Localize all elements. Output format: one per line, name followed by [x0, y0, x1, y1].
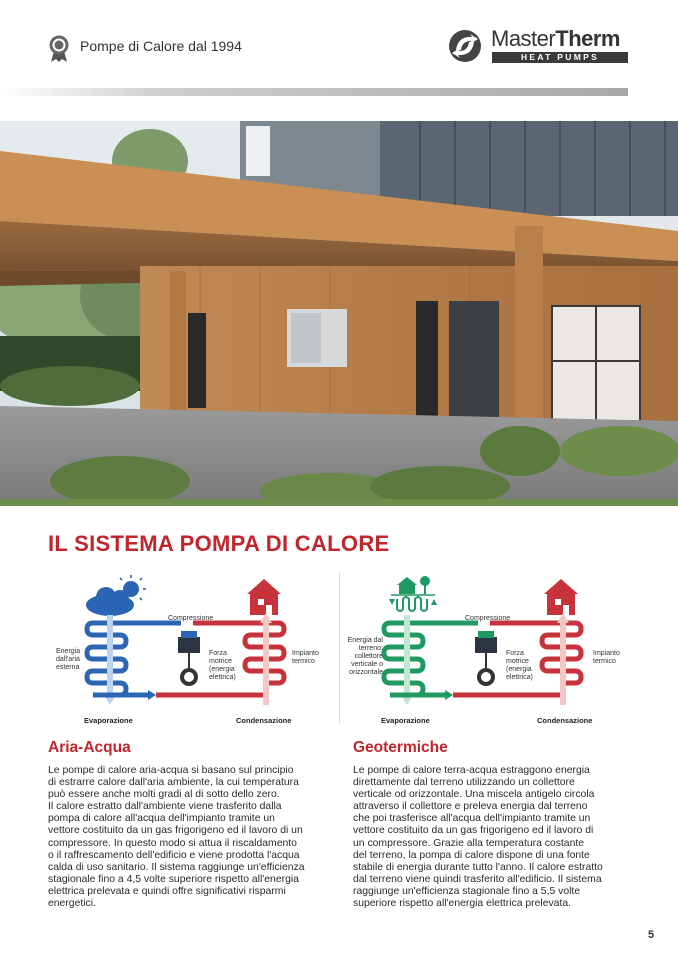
source-label: Energia dall'aria esterna: [56, 648, 81, 671]
header-divider: [0, 88, 628, 96]
evaporation-label: Evaporazione: [381, 716, 430, 725]
page-number: 5: [648, 929, 655, 941]
medal-icon: [48, 35, 70, 63]
section-heading: IL SISTEMA POMPA DI CALORE: [48, 531, 390, 556]
header-tagline: Pompe di Calore dal 1994: [80, 38, 242, 54]
compressor-icon: [475, 631, 497, 686]
air-water-text: Le pompe di calore aria-acqua si basano sul principio di estrarre calore dall'aria ambiente, la cui temperatura può essere anche molti gradi al di sotto dello zero. Il calore estratto dall'ambiente viene trasferito dalla pompa di calore all'acqua dell'impianto tramite un vettore costituito da un gas frigorigeno ed il lavoro di un compressore. In questo modo si attua il riscaldamento o il raffrescamento dell'edificio e viene prodotta l'acqua calda di uso sanitario. Il sistema raggiunge un'efficienza stagionale fino a 4,5 volte superiore rispetto all'energia elettrica prelevata e quindi offre significativi risparmi energetici.: [48, 765, 305, 910]
plant-label: Impianto termico: [593, 650, 620, 665]
geothermal-title: Geotermiche: [353, 739, 448, 756]
motor-label: Forza motrice (energia elettrica): [209, 650, 236, 681]
brand-name: MasterTherm: [491, 26, 620, 51]
geothermal-diagram: [345, 575, 635, 730]
air-water-title: Aria-Acqua: [48, 739, 131, 756]
ground-collector-icon: [389, 576, 437, 611]
condensation-label: Condensazione: [537, 716, 593, 725]
cloud-sun-icon: [86, 575, 146, 616]
condensation-label: Condensazione: [236, 716, 292, 725]
compressor-icon: [178, 631, 200, 686]
brand-subtitle: HEAT PUMPS: [492, 52, 628, 63]
geothermal-text: Le pompe di calore terra-acqua estraggono energia direttamente dal terreno utilizzando un collettore verticale od orizzontale. Una miscela antigelo circola attraverso il collettore e preleva energia dal terreno che poi trasferisce all'acqua dell'impianto tramite un vettore costituito da un gas frigorigeno ed il lavoro di un compressore. Grazie alla temperatura costante del terreno, la pompa di calore dispone di una fonte stabile di energia durante tutto l'anno. Il calore estratto dal terreno viene quindi trasferito all'edificio. Il sistema raggiunge un'efficienza stagionale fino a 5,5 volte superiore rispetto all'energia elettrica prelevata.: [353, 765, 603, 910]
source-label: Energia dal terreno: collettore verticale o orizzontale: [347, 637, 383, 676]
house-photo: [0, 121, 678, 506]
compression-label: Compressione: [168, 615, 214, 622]
air-water-diagram: [48, 575, 338, 730]
evaporation-label: Evaporazione: [84, 716, 133, 725]
house-icon: [544, 579, 578, 615]
compression-label: Compressione: [465, 615, 511, 622]
column-divider: [339, 573, 340, 723]
plant-label: Impianto termico: [292, 650, 319, 665]
house-icon: [247, 579, 281, 615]
motor-label: Forza motrice (energia elettrica): [506, 650, 533, 681]
